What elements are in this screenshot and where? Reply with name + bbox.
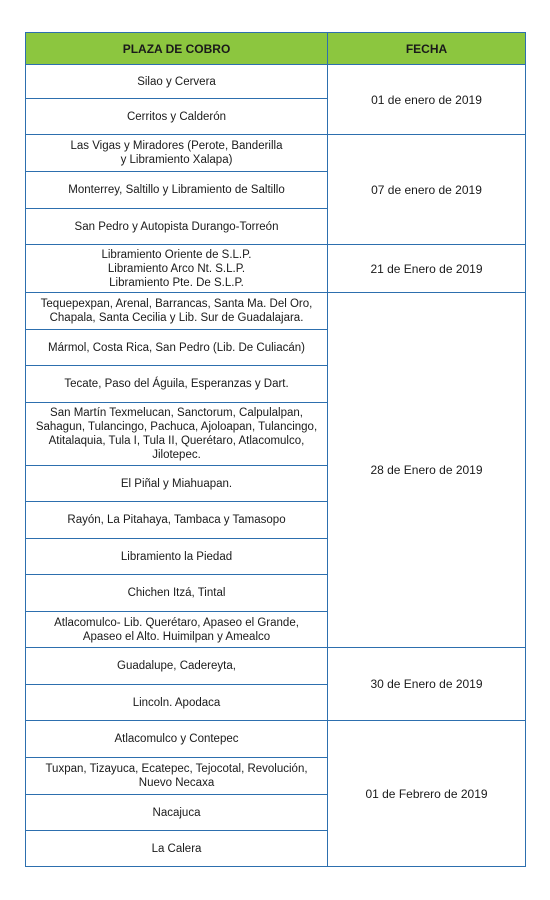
fecha-cell: 28 de Enero de 2019 [328,293,526,648]
table-row [26,245,526,293]
table-row [26,135,526,172]
plaza-cell: Tequepexpan, Arenal, Barrancas, Santa Ma. Del Oro, Chapala, Santa Cecilia y Lib. Sur de Guadalajara. [26,293,328,330]
fecha-cell: 01 de Febrero de 2019 [328,721,526,867]
table-row [26,65,526,99]
plaza-cell: Libramiento la Piedad [26,539,328,575]
header-plaza: PLAZA DE COBRO [26,33,328,65]
table-row [26,293,526,330]
plaza-cell: Rayón, La Pitahaya, Tambaca y Tamasopo [26,502,328,539]
plaza-cell: Atlacomulco- Lib. Querétaro, Apaseo el Grande, Apaseo el Alto. Huimilpan y Amealco [26,612,328,648]
plaza-cell: El Piñal y Miahuapan. [26,466,328,502]
plaza-cell: Monterrey, Saltillo y Libramiento de Saltillo [26,172,328,209]
fecha-cell: 07 de enero de 2019 [328,135,526,245]
plaza-cell: Guadalupe, Cadereyta, [26,648,328,685]
plaza-cell: Libramiento Oriente de S.L.P. Libramiento Arco Nt. S.L.P. Libramiento Pte. De S.L.P. [26,245,328,293]
toll-schedule-table [25,32,526,867]
plaza-cell: Mármol, Costa Rica, San Pedro (Lib. De Culiacán) [26,330,328,366]
header-fecha: FECHA [328,33,526,65]
fecha-cell: 21 de Enero de 2019 [328,245,526,293]
plaza-cell: Nacajuca [26,795,328,831]
plaza-cell: Tuxpan, Tizayuca, Ecatepec, Tejocotal, Revolución, Nuevo Necaxa [26,758,328,795]
plaza-cell: Lincoln. Apodaca [26,685,328,721]
table-row [26,721,526,758]
fecha-cell: 30 de Enero de 2019 [328,648,526,721]
header-row [26,33,526,65]
plaza-cell: Silao y Cervera [26,65,328,99]
plaza-cell: Chichen Itzá, Tintal [26,575,328,612]
table-row [26,648,526,685]
plaza-cell: Las Vigas y Miradores (Perote, Banderilla y Libramiento Xalapa) [26,135,328,172]
plaza-cell: San Pedro y Autopista Durango-Torreón [26,209,328,245]
plaza-cell: Atlacomulco y Contepec [26,721,328,758]
plaza-cell: Cerritos y Calderón [26,99,328,135]
fecha-cell: 01 de enero de 2019 [328,65,526,135]
plaza-cell: San Martín Texmelucan, Sanctorum, Calpulalpan, Sahagun, Tulancingo, Pachuca, Ajoloapan, Tulancingo, Atitalaquia, Tula I, Tula II, Querétaro, Atlacomulco, Jilotepec. [26,403,328,466]
plaza-cell: La Calera [26,831,328,867]
plaza-cell: Tecate, Paso del Águila, Esperanzas y Dart. [26,366,328,403]
